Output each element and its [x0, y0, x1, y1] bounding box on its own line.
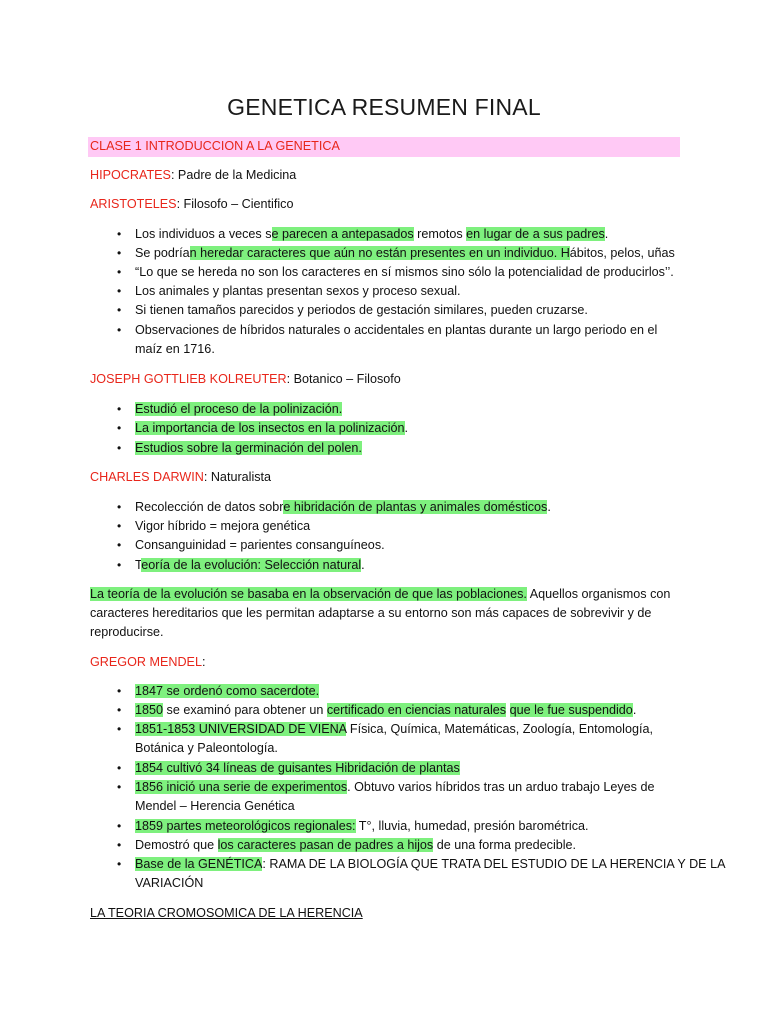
- list-item: Si tienen tamaños parecidos y periodos de gestación similares, pueden cruzarse.: [135, 303, 588, 317]
- text-span: Recolección de datos sobr: [135, 500, 284, 514]
- list-item: [135, 759, 460, 778]
- list-item: [135, 244, 675, 263]
- bullet-icon: •: [117, 519, 122, 533]
- list-item-continuation: Botánica y Paleontología.: [135, 741, 278, 755]
- list-item: Los animales y plantas presentan sexos y proceso sexual.: [135, 284, 461, 298]
- text-span: de una forma predecible.: [433, 838, 577, 852]
- list-item: Vigor híbrido = mejora genética: [135, 519, 311, 533]
- bullet-icon: •: [117, 246, 122, 260]
- bullet-icon: •: [117, 538, 122, 552]
- text-span: Se podría: [135, 246, 190, 260]
- mendel-desc: :: [201, 655, 206, 669]
- list-item-continuation: Mendel – Herencia Genética: [135, 799, 295, 813]
- list-item-continuation: VARIACIÓN: [135, 876, 204, 890]
- highlight: 1850: [135, 703, 164, 717]
- list-item: [135, 855, 725, 874]
- section-heading: LA TEORIA CROMOSOMICA DE LA HERENCIA: [90, 906, 363, 920]
- highlight: Estudió el proceso de la polinización.: [135, 402, 343, 416]
- list-item: [135, 836, 576, 855]
- list-item: [135, 701, 636, 720]
- bullet-icon: •: [117, 500, 122, 514]
- clase-header: CLASE 1 INTRODUCCION A LA GENETICA: [90, 139, 340, 153]
- text-span: remotos: [413, 227, 467, 241]
- list-item: “Lo que se hereda no son los caracteres en sí mismos sino sólo la potencialidad de producirlos’’.: [135, 265, 674, 279]
- highlight: Base de la GENÉTICA: [135, 857, 263, 871]
- bullet-icon: •: [117, 761, 122, 775]
- text-span: . Obtuvo varios híbridos tras un arduo trabajo Leyes de: [347, 780, 655, 794]
- text-span: .: [632, 703, 637, 717]
- text-span: .: [604, 227, 609, 241]
- list-item: [135, 400, 342, 419]
- highlight: 1856 inició una serie de experimentos: [135, 780, 348, 794]
- list-item: Observaciones de híbridos naturales o accidentales en plantas durante un largo periodo en el: [135, 323, 658, 337]
- bullet-icon: •: [117, 284, 122, 298]
- darwin-desc: : Naturalista: [203, 470, 272, 484]
- highlight: 1847 se ordenó como sacerdote.: [135, 684, 320, 698]
- hipocrates-desc: : Padre de la Medicina: [170, 168, 297, 182]
- text-span: ábitos, pelos, uñas: [569, 246, 675, 260]
- highlight: en lugar de a sus padres: [466, 227, 605, 241]
- list-item: [135, 498, 551, 517]
- bullet-icon: •: [117, 323, 122, 337]
- highlight: La importancia de los insectos en la polinización: [135, 421, 405, 435]
- text-span: T°, lluvia, humedad, presión barométrica.: [355, 819, 589, 833]
- bullet-icon: •: [117, 441, 122, 455]
- hipocrates-line: [90, 166, 296, 185]
- highlight: los caracteres pasan de padres a hijos: [217, 838, 434, 852]
- list-item: [135, 556, 365, 575]
- text-span: Los individuos a veces s: [135, 227, 272, 241]
- text-span: T: [135, 558, 142, 572]
- list-item: [135, 682, 319, 701]
- bullet-icon: •: [117, 265, 122, 279]
- bullet-icon: •: [117, 780, 122, 794]
- kolreuter-desc: : Botanico – Filosofo: [286, 372, 401, 386]
- text-span: : RAMA DE LA BIOLOGÍA QUE TRATA DEL ESTUDIO DE LA HERENCIA Y DE LA: [262, 857, 726, 871]
- list-item: [135, 225, 608, 244]
- bullet-icon: •: [117, 857, 122, 871]
- aristoteles-line: [90, 195, 293, 214]
- text-span: Aquellos organismos con: [526, 587, 671, 601]
- bullet-icon: •: [117, 402, 122, 416]
- bullet-icon: •: [117, 227, 122, 241]
- list-item: [135, 439, 362, 458]
- list-item-continuation: maíz en 1716.: [135, 342, 215, 356]
- kolreuter-line: [90, 370, 401, 389]
- text-span: Física, Química, Matemáticas, Zoología, Entomología,: [346, 722, 653, 736]
- darwin-line: [90, 468, 271, 487]
- list-item: [135, 419, 408, 438]
- bullet-icon: •: [117, 703, 122, 717]
- aristoteles-desc: : Filosofo – Cientifico: [176, 197, 294, 211]
- paragraph-line: [90, 585, 670, 604]
- bullet-icon: •: [117, 684, 122, 698]
- text-span: .: [404, 421, 409, 435]
- list-item: [135, 817, 589, 836]
- highlight: Estudios sobre la germinación del polen.: [135, 441, 362, 455]
- highlight: La teoría de la evolución se basaba en la observación de que las poblaciones.: [90, 587, 527, 601]
- highlight: 1851-1853 UNIVERSIDAD DE VIENA: [135, 722, 347, 736]
- highlight: n heredar caracteres que aún no están presentes en un individuo. H: [189, 246, 570, 260]
- hipocrates-name: HIPOCRATES: [90, 168, 171, 182]
- bullet-icon: •: [117, 303, 122, 317]
- aristoteles-name: ARISTOTELES: [90, 197, 177, 211]
- bullet-icon: •: [117, 421, 122, 435]
- bullet-icon: •: [117, 722, 122, 736]
- bullet-icon: •: [117, 838, 122, 852]
- paragraph-line: reproducirse.: [90, 625, 164, 639]
- text-span: Demostró que: [135, 838, 218, 852]
- text-span: .: [361, 558, 365, 572]
- highlight: 1859 partes meteorológicos regionales:: [135, 819, 356, 833]
- highlight: e parecen a antepasados: [271, 227, 414, 241]
- list-item: [135, 720, 653, 739]
- highlight: certificado en ciencias naturales: [326, 703, 507, 717]
- highlight: eoría de la evolución: Selección natural: [141, 558, 362, 572]
- highlight: 1854 cultivó 34 líneas de guisantes Hibridación de plantas: [135, 761, 460, 775]
- mendel-line: [90, 653, 205, 672]
- list-item: Consanguinidad = parientes consanguíneos.: [135, 538, 385, 552]
- highlight: que le fue suspendido: [509, 703, 633, 717]
- kolreuter-name: JOSEPH GOTTLIEB KOLREUTER: [90, 372, 287, 386]
- page-title: GENETICA RESUMEN FINAL: [227, 94, 541, 120]
- list-item: [135, 778, 654, 797]
- paragraph-line: caracteres hereditarios que les permitan adaptarse a su entorno son más capaces de sobrevivir y de: [90, 606, 652, 620]
- bullet-icon: •: [117, 558, 122, 572]
- bullet-icon: •: [117, 819, 122, 833]
- mendel-name: GREGOR MENDEL: [90, 655, 202, 669]
- highlight: e hibridación de plantas y animales domésticos: [283, 500, 548, 514]
- text-span: se examinó para obtener un: [163, 703, 327, 717]
- darwin-name: CHARLES DARWIN: [90, 470, 204, 484]
- text-span: .: [547, 500, 551, 514]
